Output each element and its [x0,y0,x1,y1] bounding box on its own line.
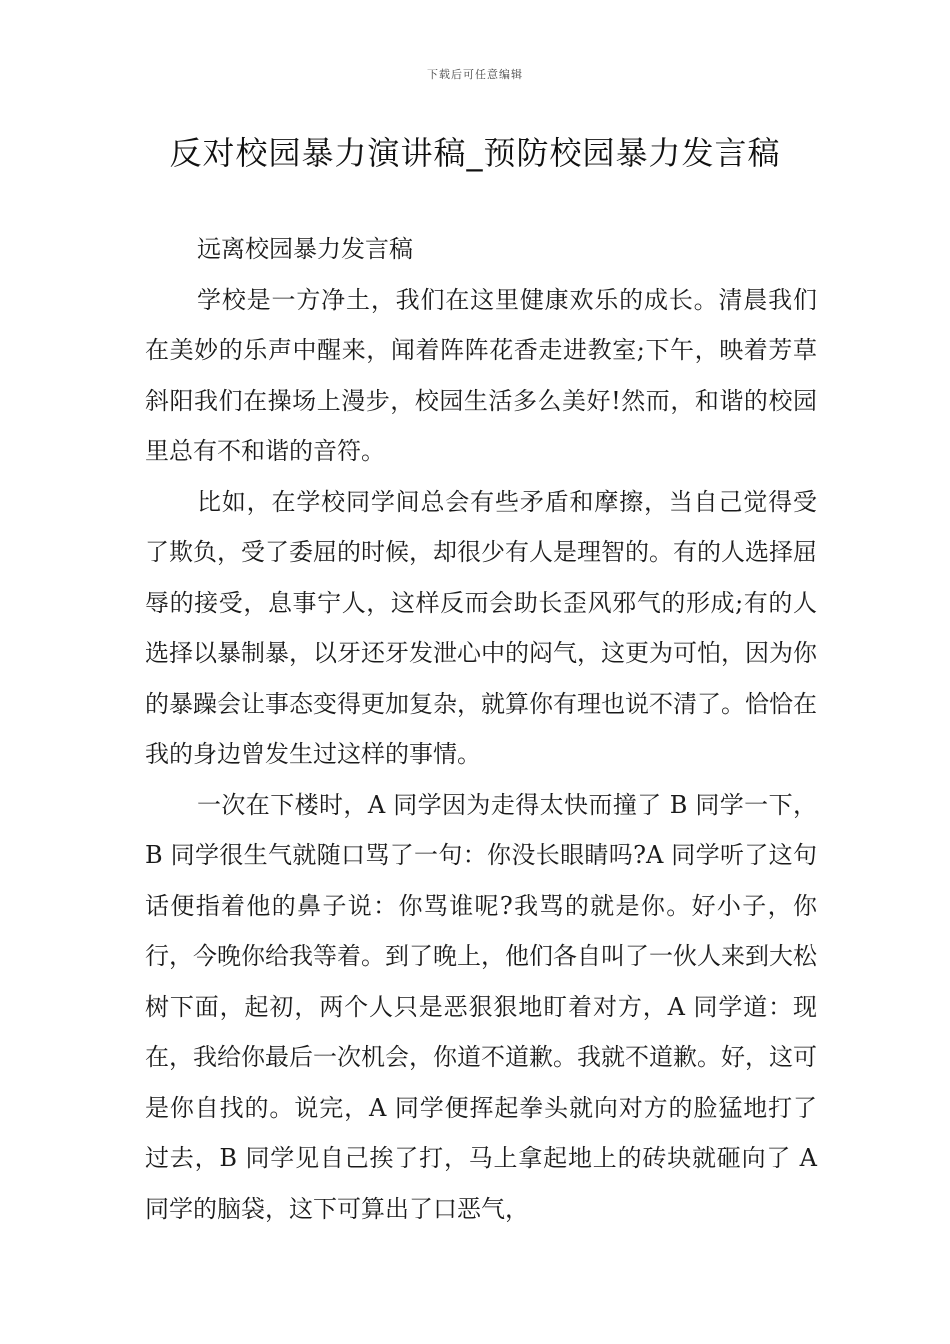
body-paragraph: 比如，在学校同学间总会有些矛盾和摩擦，当自己觉得受了欺负，受了委屈的时候，却很少有人是理智的。有的人选择屈辱的接受，息事宁人，这样反而会助长歪风邪气的形成;有的人选择以暴制暴，以牙还牙发泄心中的闷气，这更为可怕，因为你的暴躁会让事态变得更加复杂，就算你有理也说不清了。恰恰在我的身边曾发生过这样的事情。 [145,487,817,768]
body-paragraph: 学校是一方净土，我们在这里健康欢乐的成长。清晨我们在美妙的乐声中醒来，闻着阵阵花香走进教室;下午，映着芳草斜阳我们在操场上漫步，校园生活多么美好!然而，和谐的校园里总有不和谐的音符。 [145,285,817,465]
document-title: 反对校园暴力演讲稿_预防校园暴力发言稿 [169,134,781,172]
body-paragraph: 一次在下楼时，A 同学因为走得太快而撞了 B 同学一下，B 同学很生气就随口骂了一句：你没长眼睛吗?A 同学听了这句话便指着他的鼻子说：你骂谁呢?我骂的就是你。好小子，你行，今晚你给我等着。到了晚上，他们各自叫了一伙人来到大松树下面，起初，两个人只是恶狠狠地盯着对方，A 同学道：现在，我给你最后一次机会，你道不道歉。我就不道歉。好，这可是你自找的。说完，A 同学便挥起拳头就向对方的脸猛地打了过去，B 同学见自己挨了打，马上拿起地上的砖块就砸向了 A 同学的脑袋，这下可算出了口恶气， [145,790,817,1223]
document-body [145,224,817,1234]
subtitle-paragraph: 远离校园暴力发言稿 [197,235,413,263]
header-note: 下载后可任意编辑 [427,68,523,81]
